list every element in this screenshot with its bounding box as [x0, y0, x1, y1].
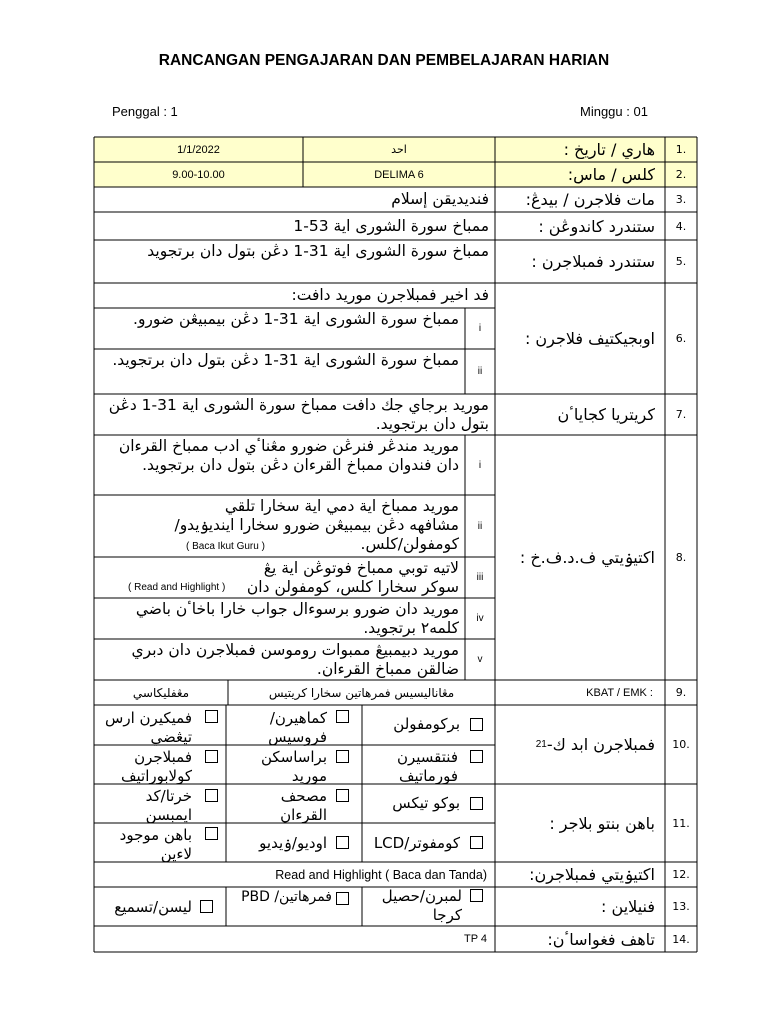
mastery-level-value: TP 4: [463, 933, 487, 945]
activity-item: موريد مندڠر فنرڠن ضورو مڠناٴي ادب ممباخ القرءان دان فندوان ممباخ القرءان دڠن بتول دان برتجويد.: [118, 437, 459, 474]
checkbox[interactable]: [470, 889, 483, 902]
option-label: فمبلاجرن كولابوراتيف: [120, 748, 192, 785]
label-objective: اوبجيكتيف فلاجرن :: [524, 329, 655, 348]
row-number: 7.: [675, 408, 687, 421]
option-label: فمرهاتين/ PBD: [241, 889, 332, 905]
row-number: 10.: [672, 738, 690, 751]
option-label: باهن موجود لاءين: [119, 826, 192, 863]
label-subject: مات فلاجرن / بيدڠ:: [525, 190, 655, 209]
class-value: DELIMA 6: [374, 168, 424, 181]
row-number: 11.: [672, 816, 690, 830]
row-number: 2.: [675, 168, 687, 181]
roman-numeral: iv: [476, 613, 484, 624]
label-assessment: فنيلاين :: [601, 897, 655, 916]
roman-numeral: iii: [476, 572, 484, 583]
kbat-value: مڠاناليسيس فمرهاتين سخارا كريتيس: [268, 685, 455, 700]
objective-intro: فد اخير فمبلاجرن موريد دافت:: [291, 286, 489, 304]
option-label: مصحف القرءان: [280, 787, 327, 824]
label-superscript: 21: [535, 739, 547, 750]
checkbox[interactable]: [470, 836, 483, 849]
day-value: احد: [391, 143, 407, 156]
option-label: خرتا/كد ايمبسن: [145, 787, 192, 824]
label-activities: اكتيۏيتي ف.د.ف.خ :: [519, 548, 655, 567]
roman-numeral: i: [478, 459, 482, 471]
row-number: 4.: [675, 219, 687, 233]
activity-item: موريد دبيمبيڠ ممبوات روموسن فمبلاجرن دان دبري ضالقن ممباخ القرءان.: [131, 641, 459, 678]
activity-item: موريد ممباخ اية دمي اية سخارا تلقي مشافهه دڠن بيمبيڠن ضورو سخارا اينديۏيدو/كومفولن/كلس.: [174, 497, 459, 553]
date-value: 1/1/2022: [177, 143, 220, 156]
label-day-date: هاري / تاريخ :: [563, 140, 655, 159]
activity-note: ( Read and Highlight ): [128, 582, 226, 593]
label-content-standard: ستندرد كاندوڠن :: [538, 216, 655, 236]
time-value: 9.00-10.00: [172, 168, 225, 181]
row-number: 5.: [675, 255, 687, 268]
learning-standard-value: ممباخ سورة الشورى اية 31-1 دڠن بتول دان برتجويد: [147, 242, 489, 260]
subject-value: فنديديقن إسلام: [391, 190, 489, 208]
roman-numeral: ii: [477, 520, 483, 532]
row-number: 13.: [672, 900, 690, 913]
objective-item: ممباخ سورة الشورى اية 31-1 دڠن بيمبيڠن ضورو.: [133, 310, 459, 328]
row-number: 8.: [675, 551, 687, 564]
kbat-value-2: مڠفليكاسي: [132, 685, 190, 700]
week-label: Minggu : 01: [580, 104, 648, 119]
label-text: فمبلاجرن ابد ك-: [546, 735, 655, 754]
checkbox[interactable]: [205, 750, 218, 763]
activity-item: لاتيه توبي ممباخ فوتوڠن اية يڠ سوكر سخارا كلس، كومفولن دان: [246, 559, 459, 596]
activity-item: موريد دان ضورو برسوءال جواب خارا باخاٴن باضي كلمه٢ برتجويد.: [135, 600, 459, 637]
checkbox[interactable]: [470, 797, 483, 810]
checkbox[interactable]: [470, 750, 483, 763]
row-number: 6.: [675, 332, 687, 345]
option-label: فنتقسيرن فورماتيف: [396, 748, 458, 785]
objective-item: ممباخ سورة الشورى اية 31-1 دڠن بتول دان برتجويد.: [112, 351, 459, 369]
checkbox[interactable]: [336, 710, 349, 723]
option-label: اوديو/ۏيديو: [259, 834, 327, 852]
row-number: 12.: [672, 868, 690, 881]
row-number: 14.: [672, 932, 690, 946]
checkbox[interactable]: [336, 836, 349, 849]
label-mastery-level: تاهف فغواساٴن:: [547, 929, 655, 949]
page-title: RANCANGAN PENGAJARAN DAN PEMBELAJARAN HARIAN: [158, 52, 610, 69]
label-learning-activity: اكتيۏيتي فمبلاجرن:: [529, 865, 655, 884]
activity-note: ( Baca Ikut Guru ): [186, 541, 265, 552]
option-label: كماهيرن/ فروسيس: [268, 709, 327, 746]
row-number: 1.: [675, 143, 687, 156]
row-number: 9.: [675, 686, 687, 699]
label-teaching-aids: باهن بنتو بلاجر :: [549, 813, 655, 833]
checkbox[interactable]: [336, 750, 349, 763]
label-kbat: KBAT / EMK :: [586, 686, 653, 699]
option-label: بوكو تيكس: [392, 794, 460, 812]
term-label: Penggal : 1: [112, 104, 178, 119]
checkbox[interactable]: [336, 892, 349, 905]
content-standard-value: ممباخ سورة الشورى اية 53-1: [293, 216, 489, 235]
success-criteria-value: موريد برجاي جك دافت ممباخ سورة الشورى اية 31-1 دڠن بتول دان برتجويد.: [108, 396, 489, 433]
checkbox[interactable]: [336, 789, 349, 802]
option-label: بركومفولن: [393, 715, 460, 733]
roman-numeral: i: [478, 323, 482, 334]
label-learning-standard: ستندرد فمبلاجرن :: [531, 252, 655, 271]
checkbox[interactable]: [205, 789, 218, 802]
learning-activity-value: Read and Highlight ( Baca dan Tanda): [275, 867, 487, 882]
option-label: فميكيرن ارس تيڠضي: [105, 709, 192, 746]
option-label: لمبرن/حصيل كرجا: [381, 887, 462, 924]
label-21st-century: [495, 705, 665, 784]
roman-numeral: ii: [477, 366, 483, 377]
checkbox[interactable]: [205, 710, 218, 723]
checkbox[interactable]: [470, 718, 483, 731]
checkbox[interactable]: [200, 900, 213, 913]
option-label: كومفوتر/LCD: [373, 834, 460, 852]
option-label: براساسكن موريد: [260, 748, 327, 785]
label-class-time: كلس / ماس:: [567, 165, 655, 184]
row-number: 3.: [675, 193, 687, 206]
roman-numeral: v: [477, 654, 483, 665]
label-success-criteria: كريتريا كجاياٴن: [557, 405, 655, 424]
checkbox[interactable]: [205, 827, 218, 840]
option-label: ليسن/تسميع: [114, 898, 192, 916]
